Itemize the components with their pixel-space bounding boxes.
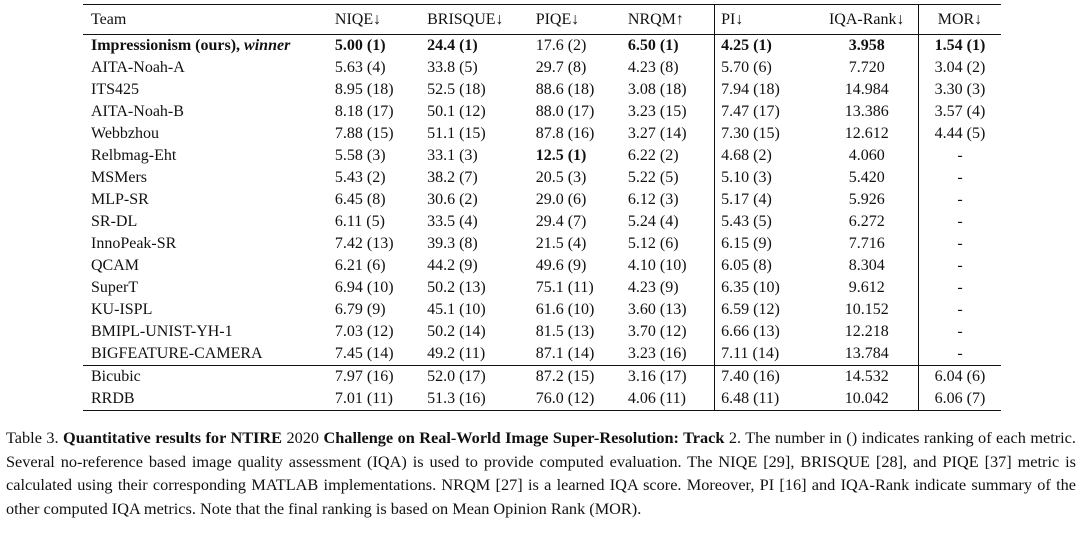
brisque-cell: 33.1 (3) — [427, 147, 478, 164]
winner-team-cell — [83, 35, 329, 58]
team-cell: QCAM — [91, 257, 140, 274]
mor-cell: - — [918, 321, 1001, 343]
iqa-rank-cell: 13.386 — [844, 103, 889, 120]
piqe-cell: 29.7 (8) — [535, 59, 587, 76]
niqe-cell: 5.43 (2) — [334, 169, 386, 186]
iqa-rank-cell: 4.060 — [848, 147, 885, 164]
winner-team-name: Impressionism (ours), — [91, 37, 241, 54]
nrqm-cell: 3.23 (15) — [627, 103, 687, 120]
caption-track: 2 — [728, 428, 737, 447]
piqe-cell: 87.8 (16) — [535, 125, 595, 142]
mor-cell: - — [918, 189, 1001, 211]
mor-cell: 6.04 (6) — [918, 366, 1001, 389]
winner-row — [83, 35, 1001, 58]
header-nrqm: NRQM↑ — [622, 5, 715, 35]
table-row — [83, 233, 1001, 255]
pi-cell: 7.40 (16) — [715, 366, 816, 389]
niqe-cell: 8.18 (17) — [334, 103, 394, 120]
table-row — [83, 101, 1001, 123]
mor-cell: 3.30 (3) — [918, 79, 1001, 101]
pi-cell: 7.94 (18) — [715, 79, 816, 101]
mor-cell: - — [918, 255, 1001, 277]
niqe-cell: 5.58 (3) — [334, 147, 386, 164]
winner-iqa-rank: 3.958 — [848, 37, 885, 54]
pi-cell: 6.66 (13) — [715, 321, 816, 343]
mor-cell: 6.06 (7) — [918, 388, 1001, 411]
iqa-rank-cell: 7.720 — [848, 59, 885, 76]
team-cell: KU-ISPL — [91, 301, 153, 318]
header-team: Team — [83, 5, 329, 35]
niqe-cell: 7.42 (13) — [334, 235, 394, 252]
table-row — [83, 343, 1001, 366]
team-cell: Bicubic — [83, 366, 329, 389]
piqe-cell: 12.5 (1) — [535, 147, 587, 164]
mor-cell: 3.57 (4) — [918, 101, 1001, 123]
caption-title-a: Quantitative results for NTIRE — [63, 428, 283, 447]
iqa-rank-cell: 14.532 — [816, 366, 919, 389]
team-cell: MLP-SR — [91, 191, 149, 208]
brisque-cell: 33.8 (5) — [427, 59, 478, 76]
nrqm-cell: 4.10 (10) — [627, 257, 687, 274]
header-mor: MOR↓ — [918, 5, 1001, 35]
pi-cell: 6.15 (9) — [715, 233, 816, 255]
pi-cell: 7.11 (14) — [715, 343, 816, 366]
nrqm-cell: 5.22 (5) — [627, 169, 679, 186]
piqe-cell: 87.1 (14) — [535, 345, 595, 362]
table-caption — [6, 426, 1076, 520]
nrqm-cell: 5.12 (6) — [627, 235, 679, 252]
piqe-cell: 81.5 (13) — [535, 323, 595, 340]
pi-cell: 7.30 (15) — [715, 123, 816, 145]
brisque-cell: 49.2 (11) — [427, 345, 486, 362]
piqe-cell: 75.1 (11) — [535, 279, 594, 296]
mor-cell: - — [918, 233, 1001, 255]
niqe-cell: 7.97 (16) — [329, 366, 421, 389]
results-table — [83, 4, 1001, 411]
table-row — [83, 167, 1001, 189]
table-header-row — [83, 5, 1001, 35]
main-body — [83, 35, 1001, 366]
team-cell: AITA-Noah-A — [91, 59, 185, 76]
brisque-cell: 44.2 (9) — [427, 257, 478, 274]
brisque-cell: 52.5 (18) — [427, 81, 486, 98]
winner-tag: winner — [244, 37, 291, 54]
caption-title-b: Challenge on Real-World Image Super-Resolution: Track — [323, 428, 725, 447]
nrqm-cell: 4.06 (11) — [622, 388, 715, 411]
nrqm-cell: 4.23 (9) — [627, 279, 679, 296]
nrqm-cell: 6.12 (3) — [627, 191, 679, 208]
niqe-cell: 7.45 (14) — [334, 345, 394, 362]
team-cell: BMIPL-UNIST-YH-1 — [91, 323, 233, 340]
caption-label: Table 3. — [6, 428, 59, 447]
pi-cell: 5.43 (5) — [715, 211, 816, 233]
pi-cell: 6.48 (11) — [715, 388, 816, 411]
team-cell: BIGFEATURE-CAMERA — [91, 345, 263, 362]
team-cell: RRDB — [83, 388, 329, 411]
pi-cell: 6.35 (10) — [715, 277, 816, 299]
mor-cell: 3.04 (2) — [918, 57, 1001, 79]
winner-mor: 1.54 (1) — [918, 35, 1001, 58]
iqa-rank-cell: 10.152 — [844, 301, 889, 318]
iqa-rank-cell: 8.304 — [848, 257, 885, 274]
nrqm-cell: 5.24 (4) — [627, 213, 679, 230]
iqa-rank-cell: 5.926 — [848, 191, 885, 208]
nrqm-cell: 3.23 (16) — [627, 345, 687, 362]
team-cell: ITS425 — [91, 81, 139, 98]
table-row — [83, 211, 1001, 233]
niqe-cell: 7.01 (11) — [329, 388, 421, 411]
winner-brisque: 24.4 (1) — [427, 37, 478, 54]
header-niqe: NIQE↓ — [329, 5, 421, 35]
nrqm-cell: 3.70 (12) — [627, 323, 687, 340]
mor-cell: - — [918, 343, 1001, 366]
niqe-cell: 5.63 (4) — [334, 59, 386, 76]
brisque-cell: 50.1 (12) — [427, 103, 486, 120]
caption-year: 2020 — [286, 428, 320, 447]
nrqm-cell: 3.08 (18) — [627, 81, 687, 98]
brisque-cell: 51.1 (15) — [427, 125, 486, 142]
winner-piqe: 17.6 (2) — [535, 37, 587, 54]
niqe-cell: 7.03 (12) — [334, 323, 394, 340]
piqe-cell: 61.6 (10) — [535, 301, 595, 318]
table-row — [83, 299, 1001, 321]
team-cell: MSMers — [91, 169, 148, 186]
results-table-container — [83, 4, 1001, 411]
iqa-rank-cell: 5.420 — [848, 169, 885, 186]
niqe-cell: 6.21 (6) — [334, 257, 386, 274]
header-piqe: PIQE↓ — [530, 5, 622, 35]
niqe-cell: 7.88 (15) — [334, 125, 394, 142]
niqe-cell: 6.11 (5) — [334, 213, 385, 230]
mor-cell: - — [918, 211, 1001, 233]
team-cell: SuperT — [91, 279, 139, 296]
mor-cell: - — [918, 167, 1001, 189]
piqe-cell: 87.2 (15) — [530, 366, 622, 389]
niqe-cell: 8.95 (18) — [334, 81, 394, 98]
piqe-cell: 20.5 (3) — [535, 169, 587, 186]
team-cell: SR-DL — [91, 213, 138, 230]
iqa-rank-cell: 7.716 — [848, 235, 885, 252]
team-cell: AITA-Noah-B — [91, 103, 184, 120]
table-row — [83, 145, 1001, 167]
table-row — [83, 366, 1001, 389]
brisque-cell: 30.6 (2) — [427, 191, 478, 208]
niqe-cell: 6.45 (8) — [334, 191, 386, 208]
table-row — [83, 123, 1001, 145]
pi-cell: 5.17 (4) — [715, 189, 816, 211]
table-row — [83, 277, 1001, 299]
nrqm-cell: 4.23 (8) — [627, 59, 679, 76]
nrqm-cell: 3.16 (17) — [622, 366, 715, 389]
piqe-cell: 88.6 (18) — [535, 81, 595, 98]
pi-cell: 5.10 (3) — [715, 167, 816, 189]
brisque-cell: 33.5 (4) — [427, 213, 478, 230]
table-row — [83, 321, 1001, 343]
brisque-cell: 52.0 (17) — [421, 366, 530, 389]
table-row — [83, 189, 1001, 211]
pi-cell: 6.05 (8) — [715, 255, 816, 277]
winner-niqe: 5.00 (1) — [334, 37, 386, 54]
mor-cell: 4.44 (5) — [918, 123, 1001, 145]
piqe-cell: 21.5 (4) — [535, 235, 587, 252]
table-row — [83, 79, 1001, 101]
piqe-cell: 29.4 (7) — [535, 213, 587, 230]
pi-cell: 7.47 (17) — [715, 101, 816, 123]
header-pi: PI↓ — [715, 5, 816, 35]
team-cell: Relbmag-Eht — [91, 147, 177, 164]
iqa-rank-cell: 12.218 — [844, 323, 889, 340]
piqe-cell: 76.0 (12) — [530, 388, 622, 411]
pi-cell: 6.59 (12) — [715, 299, 816, 321]
table-row — [83, 255, 1001, 277]
nrqm-cell: 3.60 (13) — [627, 301, 687, 318]
team-cell: Webbzhou — [91, 125, 160, 142]
brisque-cell: 38.2 (7) — [427, 169, 478, 186]
piqe-cell: 49.6 (9) — [535, 257, 587, 274]
iqa-rank-cell: 10.042 — [816, 388, 919, 411]
brisque-cell: 51.3 (16) — [421, 388, 530, 411]
header-iqa-rank: IQA-Rank↓ — [816, 5, 919, 35]
brisque-cell: 45.1 (10) — [427, 301, 486, 318]
piqe-cell: 29.0 (6) — [535, 191, 587, 208]
team-cell: InnoPeak-SR — [91, 235, 177, 252]
brisque-cell: 50.2 (14) — [427, 323, 486, 340]
winner-pi: 4.25 (1) — [715, 35, 816, 58]
table-row — [83, 57, 1001, 79]
table-row — [83, 388, 1001, 411]
winner-nrqm: 6.50 (1) — [627, 37, 679, 54]
iqa-rank-cell: 6.272 — [848, 213, 885, 230]
header-brisque: BRISQUE↓ — [421, 5, 530, 35]
mor-cell: - — [918, 277, 1001, 299]
niqe-cell: 6.94 (10) — [334, 279, 394, 296]
caption-body: . The number in () indicates ranking of each metric. Several no-reference based image quality assessment (IQA) is used to provide computed evaluation. The NIQE [29], BRISQUE [28], and PIQE [37] metric is calculated using their corresponding MATLAB implementations. NRQM [27] is a learned IQA score. Moreover, PI [16] and IQA-Rank indicate summary of the other computed IQA metrics. Note that the final ranking is based on Mean Opinion Rank (MOR). — [6, 428, 1076, 518]
iqa-rank-cell: 12.612 — [844, 125, 889, 142]
piqe-cell: 88.0 (17) — [535, 103, 595, 120]
niqe-cell: 6.79 (9) — [334, 301, 386, 318]
brisque-cell: 39.3 (8) — [427, 235, 478, 252]
nrqm-cell: 6.22 (2) — [627, 147, 679, 164]
mor-cell: - — [918, 299, 1001, 321]
iqa-rank-cell: 14.984 — [844, 81, 889, 98]
iqa-rank-cell: 9.612 — [848, 279, 885, 296]
brisque-cell: 50.2 (13) — [427, 279, 486, 296]
iqa-rank-cell: 13.784 — [844, 345, 889, 362]
baseline-body — [83, 366, 1001, 411]
pi-cell: 4.68 (2) — [715, 145, 816, 167]
pi-cell: 5.70 (6) — [715, 57, 816, 79]
mor-cell: - — [918, 145, 1001, 167]
nrqm-cell: 3.27 (14) — [627, 125, 687, 142]
